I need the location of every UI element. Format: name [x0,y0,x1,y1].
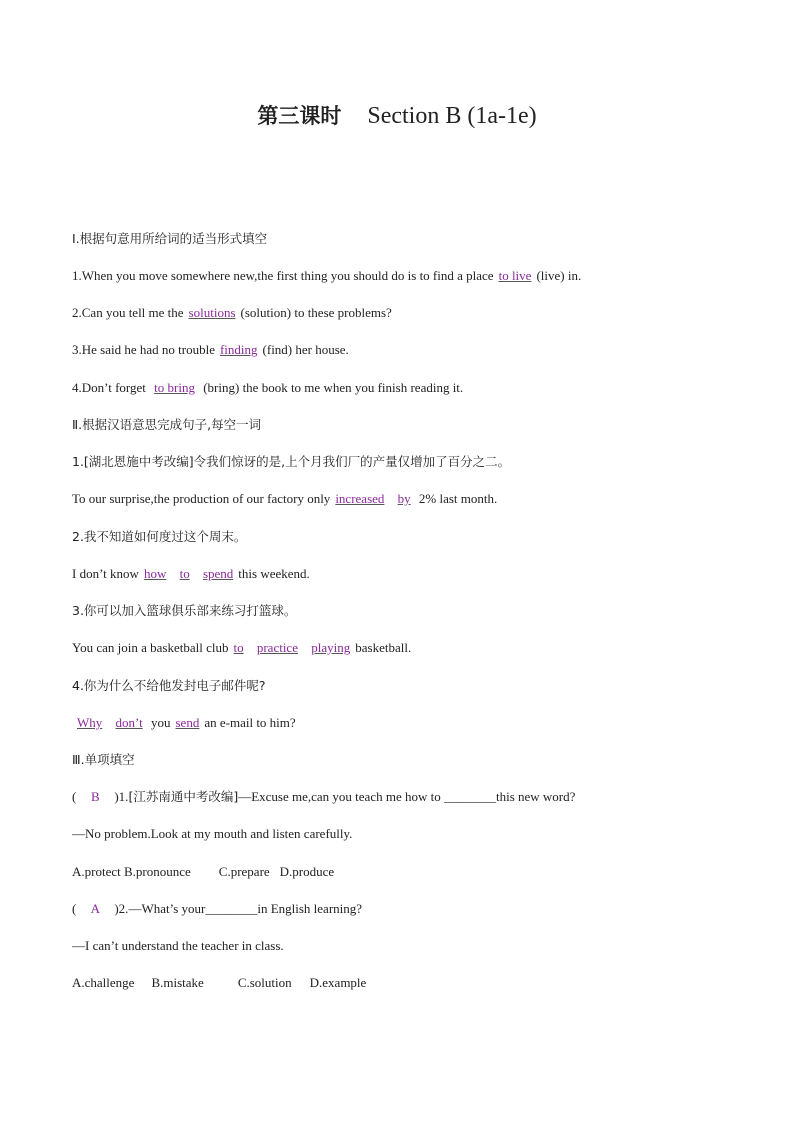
s3-q2-reply: —I can’t understand the teacher in class. [72,938,284,953]
s2-q3: You can join a basketball club to practice playing basketball. [72,640,412,655]
section1-header: Ⅰ.根据句意用所给词的适当形式填空 [72,231,268,246]
s3-q2-option-b: B.mistake [151,975,204,990]
s3-q1-answer: B [91,789,100,804]
s1-q2: 2.Can you tell me the solutions (solution) to these problems? [72,305,392,320]
s2-q3-cn: 3.你可以加入篮球俱乐部来练习打篮球。 [72,603,297,618]
s2-q3-answer-1: to [233,640,244,655]
s1-q1-answer: to live [498,268,532,283]
s3-q1: ( B )1.[江苏南通中考改编]—Excuse me,can you teach me how to ________this new word? [72,789,576,804]
s2-q2-answer-1: how [143,566,167,581]
s3-q1-option-b: B.pronounce [123,864,191,879]
s3-q2: ( A )2.—What’s your________in English learning? [72,901,363,916]
s2-q4-answer-1: Why [77,715,103,730]
s2-q1-answer-1: increased [335,491,385,506]
s3-q2-answer: A [90,901,101,916]
s3-q1-options [72,864,334,880]
s2-q2-cn: 2.我不知道如何度过这个周末。 [72,529,247,544]
s2-q4: Why don’t you send an e-mail to him? [72,715,296,731]
s2-q1: To our surprise,the production of our factory only increased by 2% last month. [72,491,498,506]
s2-q3-answer-2: practice [256,640,298,655]
title-en: Section B (1a-1e) [367,103,537,129]
s1-q3-answer: finding [219,342,258,357]
s2-q4-cn: 4.你为什么不给他发封电子邮件呢? [72,678,266,693]
s3-q2-option-d: D.example [309,975,367,990]
s2-q1-answer-2: by [397,491,411,506]
s3-q1-option-d: D.produce [279,864,335,879]
s3-q1-source: [江苏南通中考改编] [128,789,239,804]
page-title [0,100,794,130]
s3-q2-options [72,975,366,991]
s1-q4-answer: to bring [154,380,195,395]
s1-q3: 3.He said he had no trouble finding (find) her house. [72,342,349,357]
s1-q1: 1.When you move somewhere new,the first thing you should do is to find a place to live (live) in. [72,268,582,283]
section2-header: Ⅱ.根据汉语意思完成句子,每空一词 [72,417,262,432]
s1-q4: 4.Don’t forget to bring (bring) the book to me when you finish reading it. [72,380,464,395]
s2-q3-answer-3: playing [311,640,351,655]
s3-q1-option-a: A.protect [72,864,121,879]
s3-q1-reply: —No problem.Look at my mouth and listen carefully. [72,826,353,841]
s1-q2-answer: solutions [188,305,236,320]
s2-q4-answer-2: don’t [115,715,143,730]
s2-q2-answer-3: spend [202,566,234,581]
title-cn: 第三课时 [257,104,342,128]
s2-q1-cn: 1.[湖北恩施中考改编]令我们惊讶的是,上个月我们厂的产量仅增加了百分之二。 [72,454,511,469]
s2-q2: I don’t know how to spend this weekend. [72,566,310,581]
s2-q2-answer-2: to [179,566,190,581]
s3-q2-option-a: A.challenge [72,975,135,990]
s3-q1-option-c: C.prepare [218,864,270,879]
s2-q4-answer-3: send [175,715,200,730]
s3-q2-option-c: C.solution [237,975,292,990]
section3-header: Ⅲ.单项填空 [72,752,135,767]
